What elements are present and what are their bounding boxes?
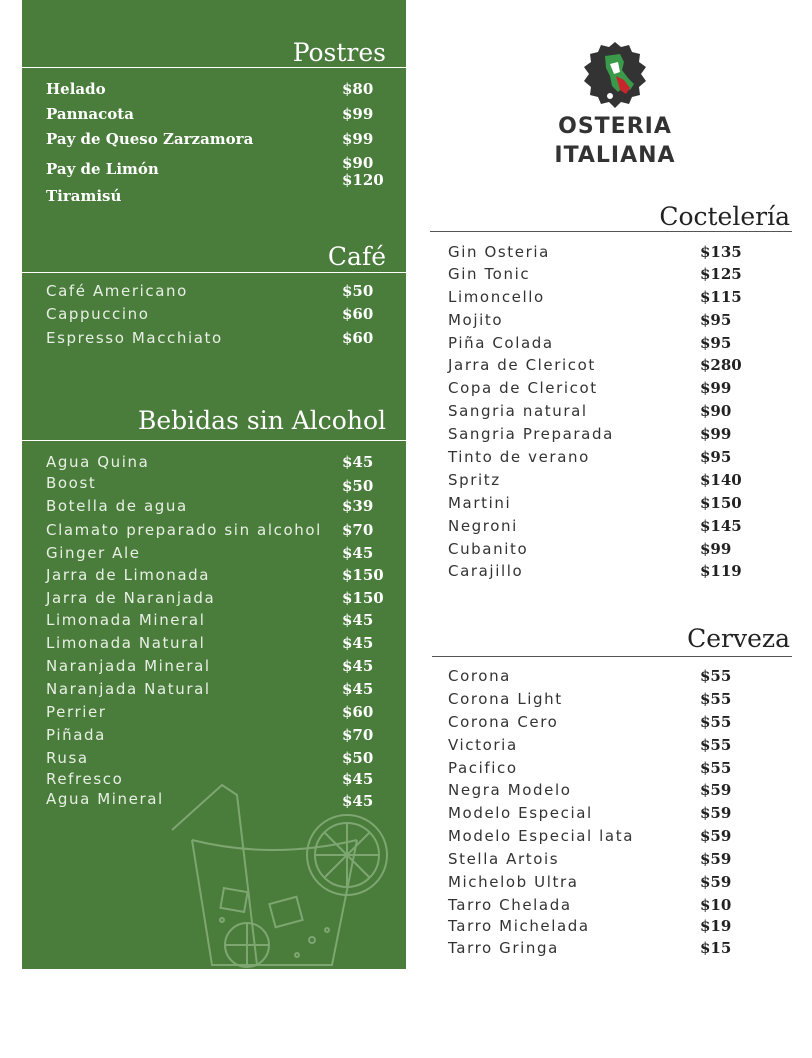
menu-item: Sangria Preparada $99 [448,425,732,443]
menu-item: Victoria $55 [448,736,732,754]
menu-item: Pacifico $55 [448,759,732,777]
brand-name-line2: ITALIANA [554,143,676,168]
menu-item: Corona Cero $55 [448,713,732,731]
menu-item: Tarro Chelada $10 [448,896,732,914]
menu-item: Piñada $70 [46,726,374,744]
menu-item: Sangria natural $90 [448,402,732,420]
menu-item: Gin Tonic $125 [448,265,742,283]
menu-item: Naranjada Mineral $45 [46,657,374,675]
divider [22,67,406,68]
menu-item: Modelo Especial $59 [448,804,732,822]
divider [430,231,792,232]
menu-item: Tiramisú $120 [46,171,384,205]
menu-item: Boost $50 [46,474,374,495]
menu-item: Jarra de Limonada $150 [46,566,384,584]
menu-item: Ginger Ale $45 [46,544,374,562]
section-title-postres: Postres [292,38,386,67]
menu-item: Limonada Mineral $45 [46,611,374,629]
menu-item: Agua Mineral $45 [46,790,374,810]
menu-item: Helado $80 [46,80,374,98]
section-title-cerveza: Cerveza [687,624,790,653]
menu-item: Stella Artois $59 [448,850,732,868]
menu-item: Pay de Queso Zarzamora $99 [46,130,374,148]
menu-item: Negroni $145 [448,517,742,535]
divider [432,656,792,657]
brand-name-line1: OSTERIA [558,114,672,139]
menu-item: Piña Colada $95 [448,334,732,352]
menu-item: Negra Modelo $59 [448,781,732,799]
menu-item: Corona Light $55 [448,690,732,708]
section-title-cocteleria: Coctelería [659,202,790,231]
menu-item: Tarro Michelada $19 [448,917,732,935]
menu-item: Tinto de verano $95 [448,448,732,466]
menu-item: Limonada Natural $45 [46,634,374,652]
menu-item: Naranjada Natural $45 [46,680,374,698]
menu-item: Spritz $140 [448,471,742,489]
menu-item: Carajillo $119 [448,562,742,580]
divider [22,440,406,441]
menu-item: Jarra de Naranjada $150 [46,589,384,607]
menu-item: Agua Quina $45 [46,453,374,471]
menu-item: Copa de Clericot $99 [448,379,732,397]
menu-item: Espresso Macchiato $60 [46,329,374,347]
menu-item: Clamato preparado sin alcohol $70 [46,521,374,539]
menu-item: Pannacota $99 [46,105,374,123]
section-title-bebidas: Bebidas sin Alcohol [138,406,386,435]
cocktail-glass-icon [162,780,392,970]
menu-item: Cappuccino $60 [46,305,374,323]
menu-item: Rusa $50 [46,749,374,767]
section-title-cafe: Café [327,242,386,271]
menu-item: Jarra de Clericot $280 [448,356,742,374]
menu-item: Mojito $95 [448,311,732,329]
menu-item: Refresco $45 [46,770,374,788]
menu-item: Botella de agua $39 [46,497,374,515]
left-menu-panel [22,0,406,969]
divider [22,272,406,273]
menu-item: Café Americano $50 [46,282,374,300]
menu-item: Tarro Gringa $15 [448,939,732,957]
menu-item: Limoncello $115 [448,288,742,306]
menu-item: Gin Osteria $135 [448,243,742,261]
menu-item: Cubanito $99 [448,540,732,558]
menu-item: Modelo Especial lata $59 [448,827,732,845]
menu-item: Martini $150 [448,494,742,512]
menu-item: Pay de Limón $90 [46,154,374,178]
menu-item: Corona $55 [448,667,732,685]
menu-item: Perrier $60 [46,703,374,721]
menu-item: Michelob Ultra $59 [448,873,732,891]
osteria-logo-icon [580,40,650,110]
